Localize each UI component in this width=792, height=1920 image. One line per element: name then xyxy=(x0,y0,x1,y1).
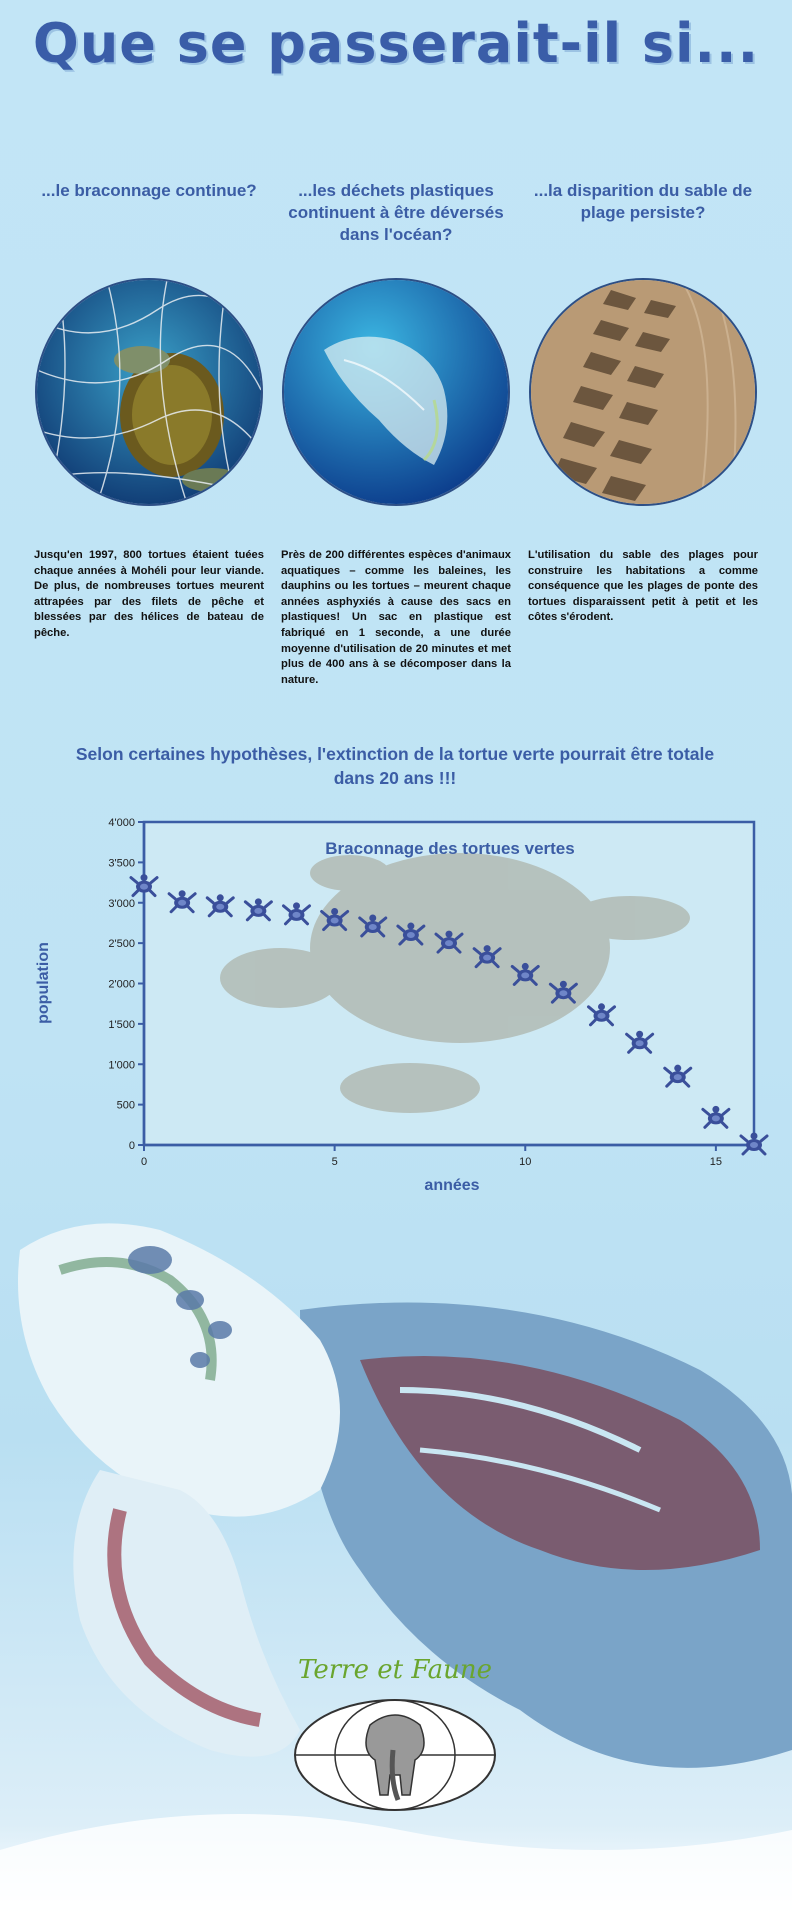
extinction-warning: Selon certaines hypothèses, l'extinction de la tortue verte pourrait être totale dans 20 ans !!! xyxy=(75,744,715,788)
column-text: Près de 200 différentes espèces d'animaux aquatiques – comme les baleines, les dauphins ou les tortues – meurent chaque années asphyxiés à cause des sacs en plastiques! Un sac en plastique est fabriqué en 1 seconde, a une durée moyenne d'utilisation de 20 minutes et met plus de 400 ans à se décomposer dans la nature. xyxy=(281,549,511,686)
page-title: Que se passerait-il si... xyxy=(32,12,760,75)
chart-title: Braconnage des tortues vertes xyxy=(325,839,575,858)
x-tick-label: 15 xyxy=(709,1156,722,1168)
column-sand xyxy=(528,180,758,626)
question-heading: ...la disparition du sable de plage persiste? xyxy=(533,181,753,222)
column-text: Jusqu'en 1997, 800 tortues étaient tuées chaque années à Mohéli pour leur viande. De plus, de nombreuses tortues meurent attrapées par des filets de pêche et blessées par des hélices de bateau de pêche. xyxy=(34,549,264,639)
column-poaching xyxy=(34,180,264,642)
y-tick-label: 1'500 xyxy=(108,1018,135,1031)
logo-text: Terre et Faune xyxy=(298,1655,492,1685)
sand-tracks-photo xyxy=(529,278,757,506)
x-tick-label: 0 xyxy=(140,1156,148,1168)
column-plastic xyxy=(281,180,511,688)
column-text: L'utilisation du sable des plages pour construire les habitations a comme conséquence que les plages de ponte des tortues disparaissent petit à petit et les côtes s'érodent. xyxy=(528,549,758,624)
y-tick-label: 1'000 xyxy=(108,1059,135,1072)
y-tick-label: 2'000 xyxy=(108,978,135,991)
y-tick-label: 0 xyxy=(128,1140,135,1152)
question-heading: ...les déchets plastiques continuent à être déversés dans l'océan? xyxy=(288,181,504,244)
y-axis-label: population xyxy=(35,942,52,1024)
turtle-in-net-photo xyxy=(35,278,263,506)
y-tick-label: 2'500 xyxy=(108,938,135,951)
x-tick-label: 10 xyxy=(519,1156,532,1168)
y-tick-label: 3'000 xyxy=(108,897,135,910)
chart-svg xyxy=(30,808,770,1208)
x-tick-label: 5 xyxy=(331,1156,338,1168)
y-tick-label: 3'500 xyxy=(108,857,135,870)
population-chart xyxy=(30,808,770,1208)
elephant-globe-icon xyxy=(290,1695,500,1815)
plastic-bag-photo xyxy=(282,278,510,506)
question-heading: ...le braconnage continue? xyxy=(41,181,257,200)
x-axis-label: années xyxy=(424,1177,480,1194)
y-tick-label: 500 xyxy=(116,1099,135,1112)
y-tick-label: 4'000 xyxy=(108,817,135,829)
terre-et-faune-logo xyxy=(270,1655,520,1825)
